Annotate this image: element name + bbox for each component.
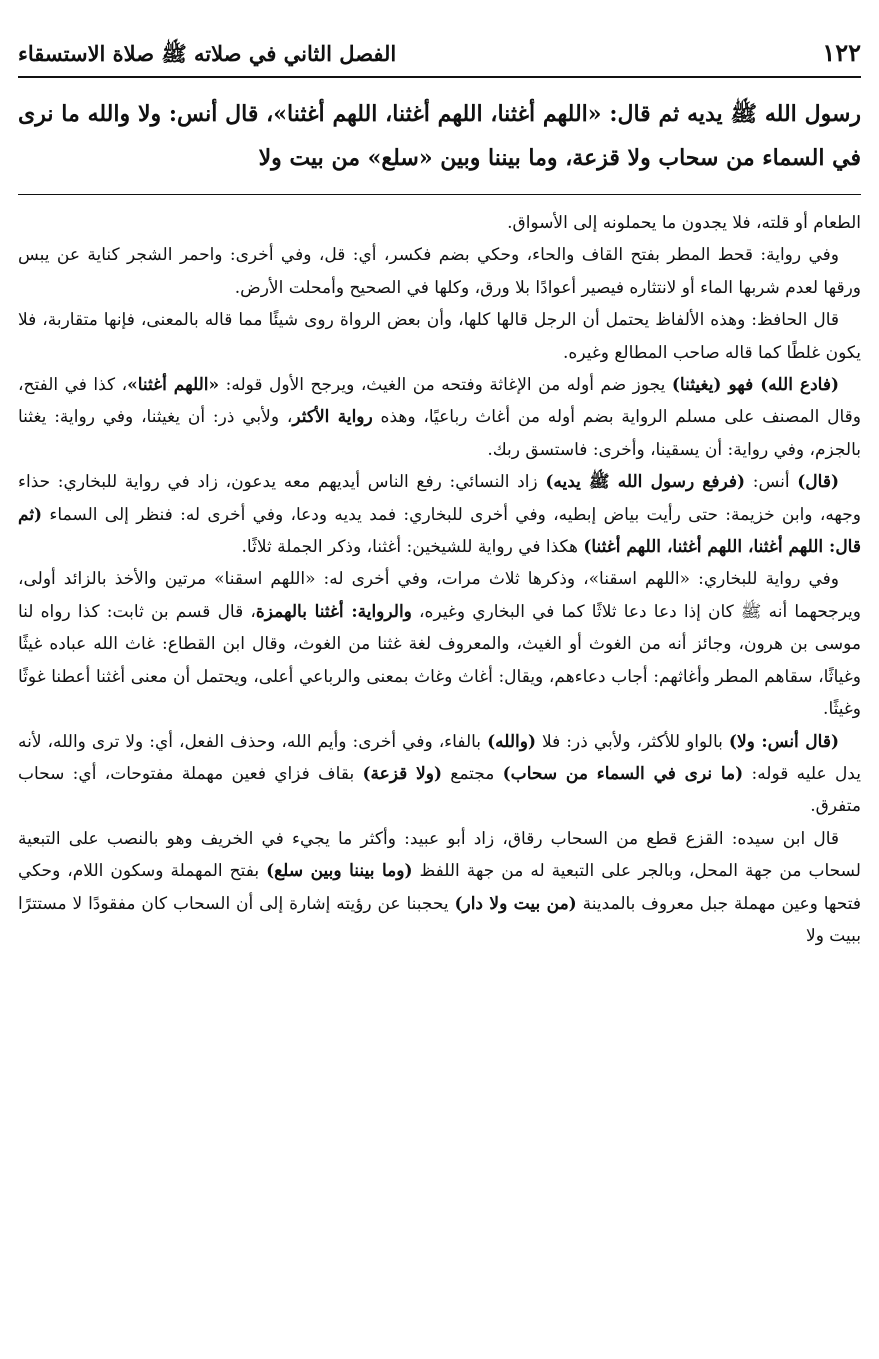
text-run: أنس: — [745, 472, 798, 493]
text-run: الطعام أو قلته، فلا يجدون ما يحملونه إلى الأسواق. — [507, 213, 861, 233]
text-run: بقاف فزاي فعين مهملة مفتوحات، أي: سحاب متفرق. — [18, 763, 861, 817]
bold-quote: (قال) — [797, 472, 839, 493]
text-run: بفتح المهملة وسكون اللام، وحكي فتحها وعين مهملة جبل معروف بالمدينة — [18, 861, 861, 914]
book-page — [18, 38, 861, 952]
bold-quote: «اللهم أغثنا» — [127, 375, 220, 396]
text-run: هكذا في رواية للشيخين: أغثنا، وذكر الجملة ثلاثًا. — [241, 537, 584, 558]
hadith-text — [18, 92, 861, 180]
text-run: بالواو للأكثر، ولأبي ذر: فلا — [536, 731, 729, 752]
commentary-paragraph — [18, 207, 861, 239]
running-header — [18, 38, 861, 72]
hadith-paragraph: رسول الله ﷺ يديه ثم قال: «اللهم أغثنا، اللهم أغثنا، اللهم أغثنا»، قال أنس: ولا والله ما نرى في السماء من سحاب ولا قزعة، وما بيننا وبين «سلع» من بيت ولا — [18, 101, 861, 171]
bold-quote: (ولا قزعة) — [362, 763, 442, 784]
text-run: ، قال قسم بن ثابت: كذا رواه لنا موسى بن هرون، وجائز أنه من الغوث أو الغيث، والمعروف لغة غثنا من الغوث، وقال ابن القطاع: غاث الله عباده غيثًا وغياثًا، سقاهم المطر وأغاثهم: أجاب دعاءهم، ويقال: أغاث وغاث بمعنى والرباعي أعلى، ويحتمل أن معنى أغثنا أعطنا غوثًا وغيثًا. — [18, 601, 861, 720]
bold-quote: (قال أنس: ولا) — [728, 731, 840, 752]
bold-quote: والرواية: أغثنا بالهمزة — [255, 601, 412, 622]
commentary-paragraph — [18, 239, 861, 304]
bold-quote: (فرفع رسول الله ﷺ يديه) — [545, 472, 746, 493]
bold-quote: رواية الأكثر — [292, 407, 373, 428]
text-run: وفي رواية: قحط المطر بفتح القاف والحاء، وحكي بضم فكسر، أي: قل، وفي أخرى: واحمر الشجر كناية عن يبس ورقها لعدم شربها الماء أو لانتثاره فيصير أعوادًا بلا ورق، وكلها في الصحيح وأمحلت الأرض. — [18, 245, 861, 298]
text-run: ، ولأبي ذر: أن يغيثنا، وفي رواية: يغثنا بالجزم، وفي رواية: أن يسقينا، وأخرى: فاستسق ربك. — [18, 407, 861, 460]
text-run: بالفاء، وفي أخرى: وأيم الله، وحذف الفعل، أي: ولا ترى والله، لأنه يدل عليه قوله: — [18, 731, 861, 784]
commentary-paragraph — [18, 466, 861, 563]
commentary-paragraph — [18, 726, 861, 823]
commentary — [18, 207, 861, 952]
text-run: وفي رواية للبخاري: «اللهم اسقنا»، وذكرها ثلاث مرات، وفي أخرى له: «اللهم اسقنا» مرتين والأخذ بالزائد أولى، ويرجحهما أنه ﷺ كان إذا دعا دعا ثلاثًا كما في البخاري وغيره، — [18, 569, 862, 622]
bold-quote: (والله) — [487, 731, 537, 752]
text-run: مجتمع — [442, 763, 503, 784]
bold-quote: (ثم قال: اللهم أغثنا، اللهم أغثنا، اللهم أغثنا) — [18, 504, 861, 558]
bold-quote: (من بيت ولا دار) — [454, 893, 577, 914]
commentary-paragraph — [18, 823, 861, 953]
commentary-paragraph — [18, 563, 861, 725]
text-run: قال ابن سيده: القزع قطع من السحاب رقاق، زاد أبو عبيد: وأكثر ما يجيء في الخريف وهو بالنصب على التبعية لسحاب من جهة المحل، وبالجر على التبعية له من جهة اللفظ — [18, 828, 861, 882]
text-run: يجوز ضم أوله من الإغاثة وفتحه من الغيث، ويرجح الأول قوله: — [219, 375, 672, 396]
page-number: ١٢٢ — [822, 38, 861, 67]
header-rule — [18, 76, 861, 78]
separator-rule — [18, 194, 861, 195]
commentary-paragraph — [18, 304, 861, 369]
text-run: ، كذا في الفتح، وقال المصنف على مسلم الرواية بضم أوله من أغاث رباعيًا، وهذه — [18, 375, 861, 428]
text-run: قال الحافظ: وهذه الألفاظ يحتمل أن الرجل قالها كلها، وأن بعض الرواة روى شيئًا مما قاله بالمعنى، فإنها متقاربة، فلا يكون غلطًا كما قاله صاحب المطالع وغيره. — [18, 310, 861, 363]
text-run: يحجبنا عن رؤيته إشارة إلى أن السحاب كان مفقودًا لا مستترًا ببيت ولا — [18, 893, 861, 946]
text-run: زاد النسائي: رفع الناس أيديهم معه يدعون، زاد في رواية للبخاري: حذاء وجهه، وابن خزيمة: حتى رأيت بياض إبطيه، وفي أخرى للبخاري: فمد يديه ودعا، وفي أخرى له: فنظر إلى السماء — [18, 472, 861, 525]
chapter-title: الفصل الثاني في صلاته ﷺ صلاة الاستسقاء — [18, 41, 397, 66]
bold-quote: (فادع الله) فهو (يغيثنا) — [671, 375, 839, 396]
bold-quote: (ما نرى في السماء من سحاب) — [502, 763, 744, 784]
bold-quote: (وما بيننا وبين سلع) — [266, 861, 413, 882]
commentary-paragraph — [18, 369, 861, 466]
